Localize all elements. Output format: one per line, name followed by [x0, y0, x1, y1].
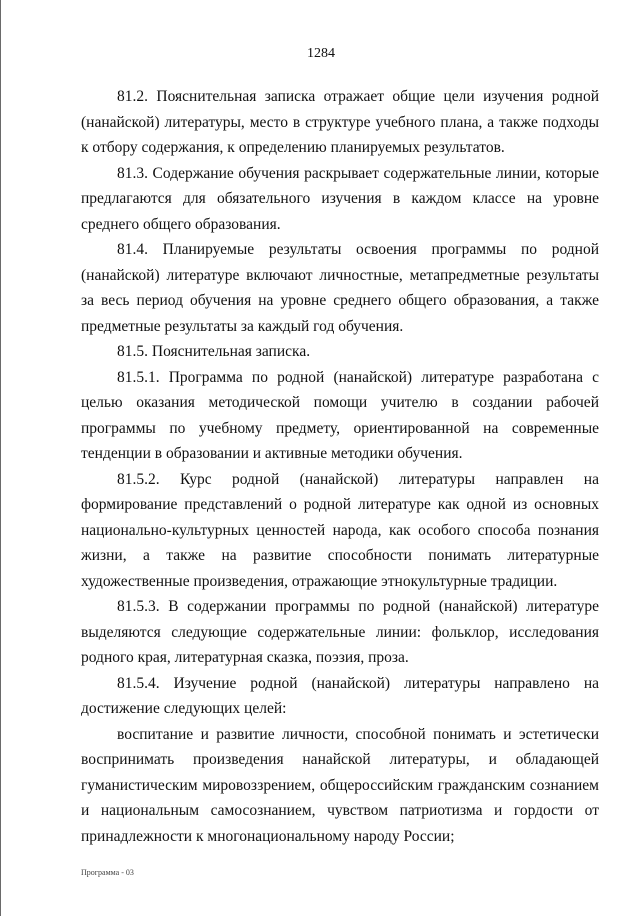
paragraph-81-5-1: 81.5.1. Программа по родной (нанайской) литературе разработана с целью оказания методической помощи учителю в создании рабочей программы по учебному предмету, ориентированной на современные тенденции в образовании и активные методики обучения.: [81, 368, 599, 462]
document-body: [81, 84, 599, 849]
paragraph-81-5: 81.5. Пояснительная записка.: [117, 343, 311, 360]
paragraph-goals-item: воспитание и развитие личности, способной понимать и эстетически воспринимать произведения нанайской литературы, и обладающей гуманистическим мировоззрением, общероссийским гражданским сознанием и национальным самосознанием, чувством патриотизма и гордости от принадлежности к многонациональному народу России;: [81, 725, 599, 845]
paragraph-81-2: 81.2. Пояснительная записка отражает общие цели изучения родной (нанайской) литературы, место в структуре учебного плана, а также подходы к отбору содержания, к определению планируемых результатов.: [81, 88, 599, 156]
paragraph-81-5-3: 81.5.3. В содержании программы по родной (нанайской) литературе выделяются следующие содержательные линии: фольклор, исследования родного края, литературная сказка, поэзия, проза.: [81, 598, 599, 666]
footer-label: Программа - 03: [81, 868, 134, 877]
paragraph-81-5-2: 81.5.2. Курс родной (нанайской) литературы направлен на формирование представлений о родной литературе как одной из основных национально-культурных ценностей народа, как особого способа познания жизни, а также на развитие способности понимать литературные художественные произведения, отражающие этнокультурные традиции.: [81, 470, 599, 590]
page-number: 1284: [307, 46, 335, 61]
paragraph-81-3: 81.3. Содержание обучения раскрывает содержательные линии, которые предлагаются для обязательного изучения в каждом классе на уровне среднего общего образования.: [81, 164, 599, 233]
paragraph-81-4: 81.4. Планируемые результаты освоения программы по родной (нанайской) литературе включают личностные, метапредметные результаты за весь период обучения на уровне среднего общего образования, а также предметные результаты за каждый год обучения.: [81, 241, 599, 335]
paragraph-81-5-4: 81.5.4. Изучение родной (нанайской) литературы направлено на достижение следующих целей:: [81, 674, 599, 717]
